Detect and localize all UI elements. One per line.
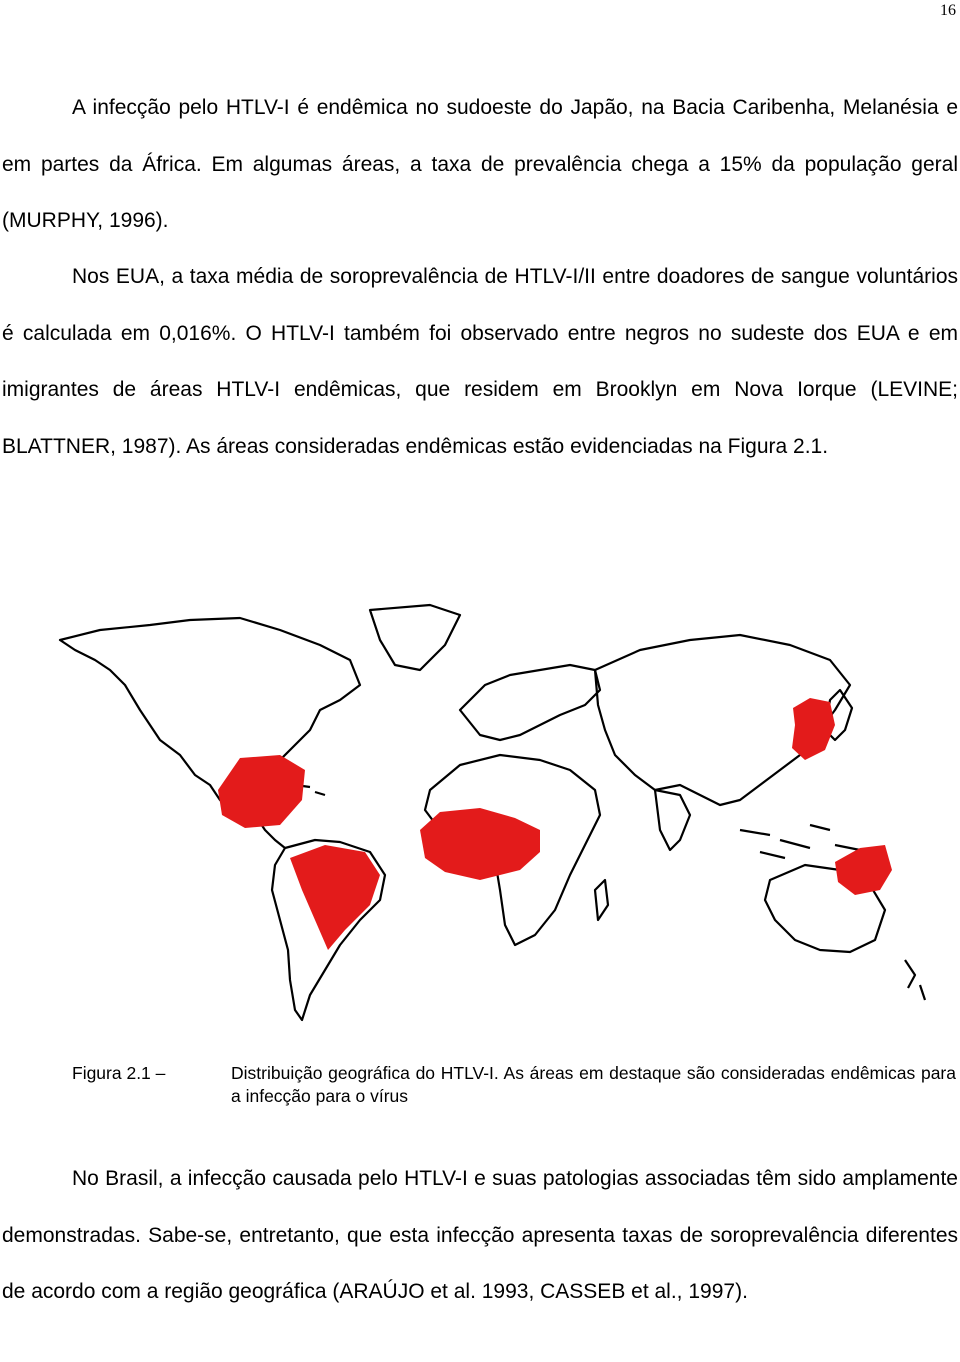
north-america-outline [60,618,360,810]
endemic-area-japan [792,698,835,760]
paragraph-1 [2,80,958,250]
madagascar-outline [595,880,608,920]
figure-caption-text: Distribuição geográfica do HTLV-I. As áreas em destaque são consideradas endêmicas para a infecção para o vírus [231,1063,956,1106]
paragraph-3-text: No Brasil, a infecção causada pelo HTLV-I e suas patologias associadas têm sido amplamente demonstradas. Sabe-se, entretanto, que esta infecção apresenta taxas de soroprevalência diferentes de acordo com a região geográfica (ARAÚJO et al. 1993, CASSEB et al., 1997). [2,1167,958,1303]
paragraph-1-text: A infecção pelo HTLV-I é endêmica no sudoeste do Japão, na Bacia Caribenha, Melanésia e em partes da África. Em algumas áreas, a taxa de prevalência chega a 15% da população geral (MURPHY, 1996). [2,96,958,232]
endemic-area-africa [420,808,540,880]
page-number: 16 [940,2,956,19]
endemic-area-caribbean [218,755,305,828]
figure-label: Figura 2.1 – [72,1063,166,1083]
endemic-area-south-america [290,845,380,950]
greenland-outline [370,605,460,670]
paragraph-3 [2,1151,958,1321]
southeast-asia-islands [740,825,870,858]
paragraph-2 [2,249,958,475]
india-outline [655,790,690,850]
world-map-figure [40,590,940,1040]
new-zealand-outline [905,960,925,1000]
paragraph-2-text: Nos EUA, a taxa média de soroprevalência de HTLV-I/II entre doadores de sangue voluntários é calculada em 0,016%. O HTLV-I também foi observado entre negros no sudeste dos EUA e em imigrantes de áreas HTLV-I endêmicas, que residem em Brooklyn em Nova Iorque (LEVINE; BLATTNER, 1987). As áreas consideradas endêmicas estão evidenciadas na Figura 2.1. [2,265,958,458]
endemic-area-melanesia [835,845,892,895]
europe-outline [460,665,600,740]
